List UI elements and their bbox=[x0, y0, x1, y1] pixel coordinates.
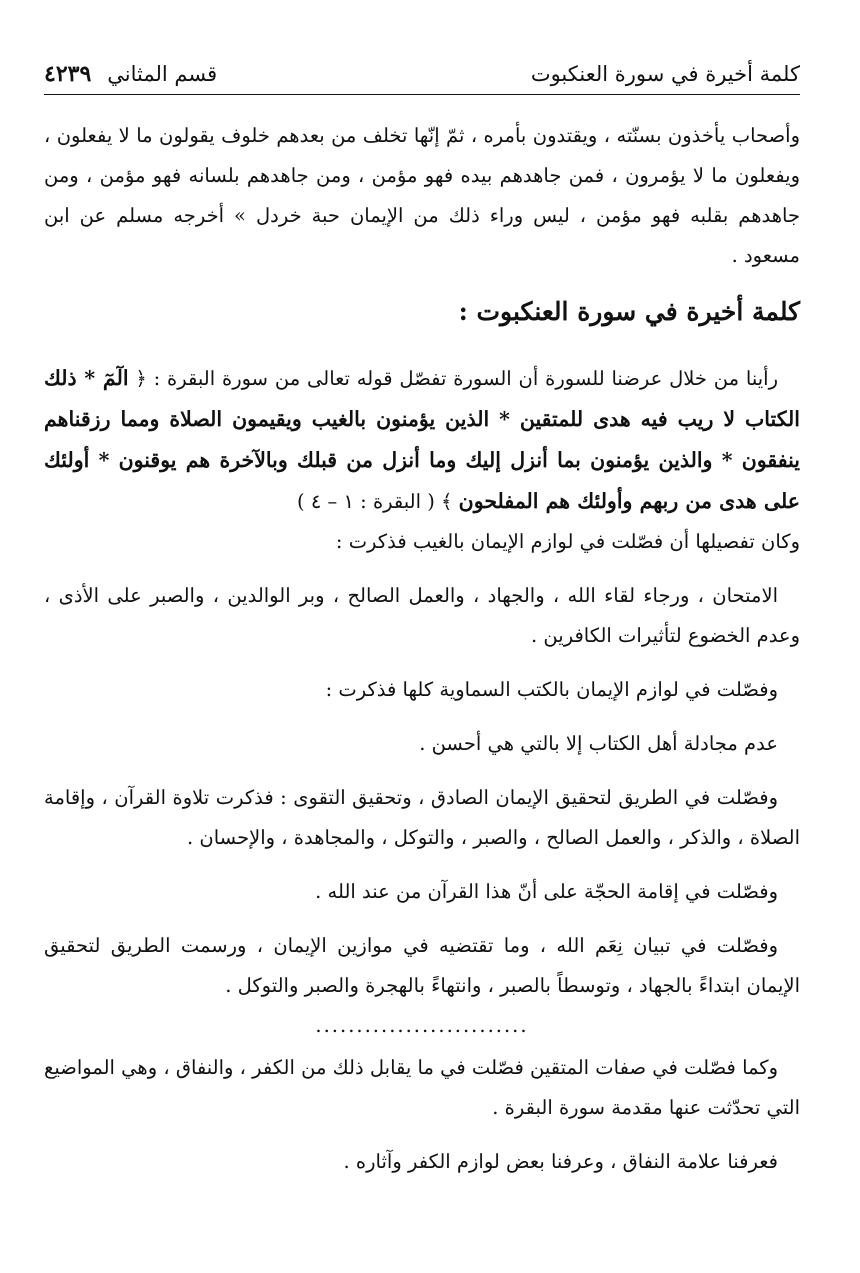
paragraph-path: وفصّلت في الطريق لتحقيق الإيمان الصادق ، وتحقيق التقوى : فذكرت تلاوة القرآن ، وإقامة الصلاة ، والذكر ، والعمل الصالح ، والصبر ، والتوكل ، والمجاهدة ، والإحسان . bbox=[44, 786, 800, 849]
paragraph-blessings: وفصّلت في تبيان نِعَم الله ، وما تقتضيه في موازين الإيمان ، ورسمت الطريق لتحقيق الإيمان ابتداءً بالجهاد ، وتوسطاً بالصبر ، وانتهاءً بالهجرة والصبر والتوكل . bbox=[44, 934, 800, 997]
intro-text: رأينا من خلال عرضنا للسورة أن السورة تفصّل قوله تعالى من سورة البقرة : ﴿ bbox=[135, 367, 779, 390]
paragraph-signs: فعرفنا علامة النفاق ، وعرفنا بعض لوازم الكفر وآثاره . bbox=[343, 1150, 778, 1173]
header-part: قسم المثاني bbox=[107, 62, 218, 86]
paragraph-unseen-list: الامتحان ، ورجاء لقاء الله ، والجهاد ، والعمل الصالح ، وبر الوالدين ، والصبر على الأذى ، وعدم الخضوع لتأثيرات الكافرين . bbox=[44, 584, 800, 647]
paragraph-intro bbox=[44, 358, 800, 522]
paragraph-proof: وفصّلت في إقامة الحجّة على أنّ هذا القرآن من عند الله . bbox=[315, 880, 778, 903]
paragraph-hypocrisy: وكما فصّلت في صفات المتقين فصّلت في ما يقابل ذلك من الكفر ، والنفاق ، وهي المواضيع التي تحدّثت عنها مقدمة سورة البقرة . bbox=[44, 1056, 800, 1119]
header-left-block bbox=[44, 61, 217, 87]
page-number: ٤٢٣٩ bbox=[44, 61, 92, 87]
paragraph-books: وفصّلت في لوازم الإيمان بالكتب السماوية كلها فذكرت : bbox=[325, 678, 778, 701]
section-title: كلمة أخيرة في سورة العنكبوت : bbox=[458, 297, 800, 326]
book-page bbox=[44, 0, 800, 1273]
paragraph-people-of-book: عدم مجادلة أهل الكتاب إلا بالتي هي أحسن . bbox=[419, 732, 778, 755]
running-header bbox=[44, 56, 800, 95]
header-title: كلمة أخيرة في سورة العنكبوت bbox=[530, 62, 800, 86]
separator-dots: .......................... bbox=[315, 1014, 529, 1037]
paragraph-intro-continued: وكان تفصيلها أن فصّلت في لوازم الإيمان بالغيب فذكرت : bbox=[335, 530, 800, 553]
quran-verse: الٓمٓ * ذلك الكتاب لا ريب فيه هدى للمتقين * الذين يؤمنون بالغيب ويقيمون الصلاة ومما رزقناهم ينفقون * والذين يؤمنون بما أنزل إليك وما أنزل من قبلك وبالآخرة هم يوقنون * أولئك على هدى من ربهم وأولئك هم المفلحون bbox=[44, 366, 800, 513]
paragraph-hadith-end: وأصحاب يأخذون بسنّته ، ويقتدون بأمره ، ثمّ إنّها تخلف من بعدهم خلوف يقولون ما لا يفعلون ، ويفعلون ما لا يؤمرون ، فمن جاهدهم بيده فهو مؤمن ، ومن جاهدهم بلسانه فهو مؤمن ، ومن جاهدهم بقلبه فهو مؤمن ، ليس وراء ذلك من الإيمان حبة خردل » أخرجه مسلم عن ابن مسعود . bbox=[44, 124, 800, 267]
page-body bbox=[44, 116, 800, 1182]
verse-reference: ﴾ ( البقرة : ١ – ٤ ) bbox=[297, 490, 453, 513]
